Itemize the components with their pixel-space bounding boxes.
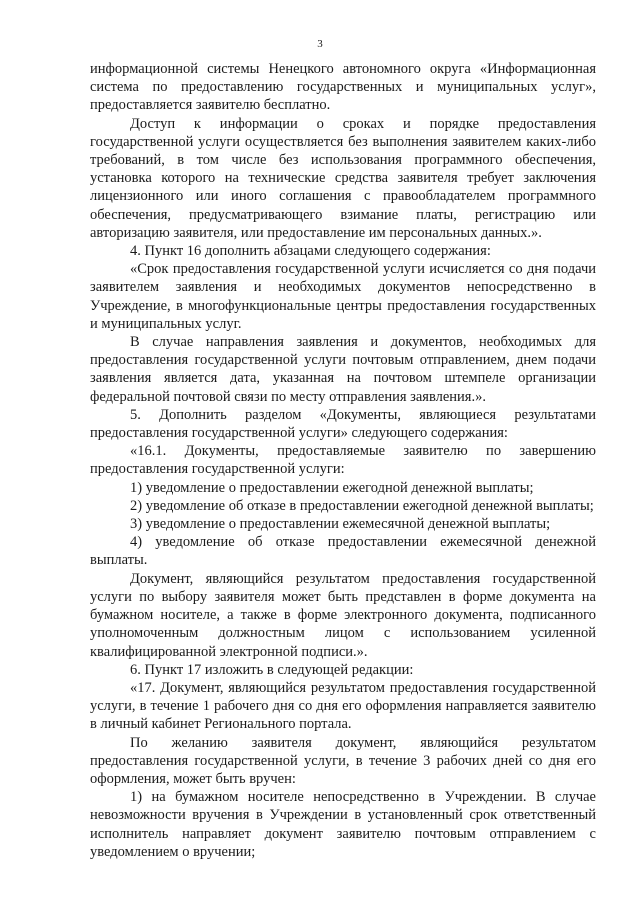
paragraph: 4. Пункт 16 дополнить абзацами следующего содержания: xyxy=(130,243,491,260)
paragraph: информационной системы Ненецкого автономного округа «Информационная система по предоставлению государственных и муниципальных услуг», предоставляется заявителю бесплатно. xyxy=(90,61,596,114)
paragraph: 6. Пункт 17 изложить в следующей редакции: xyxy=(130,661,414,678)
document-body xyxy=(90,60,596,861)
paragraph: «Срок предоставления государственной услуги исчисляется со дня подачи заявителем заявления и необходимых документов непосредственно в Учреждение, в многофункциональные центры предоставления государственных и муниципальных услуг. xyxy=(90,261,596,332)
paragraph: Доступ к информации о сроках и порядке предоставления государственной услуги осуществляется без выполнения заявителем каких-либо требований, в том числе без использования программного обеспечения, установка которого на технические средства заявителя требует заключения лицензионного или иного соглашения с правообладателем программного обеспечения, предусматривающего взимание платы, регистрацию или авторизацию заявителя, или предоставление им персональных данных.». xyxy=(90,115,596,241)
paragraph: Документ, являющийся результатом предоставления государственной услуги по выбору заявителя может быть представлен в форме документа на бумажном носителе, а также в форме электронного документа, подписанного уполномоченным должностным лицом с использованием усиленной квалифицированной электронной подписи.». xyxy=(90,570,596,660)
list-item: 1) на бумажном носителе непосредственно в Учреждении. В случае невозможности вручения в Учреждении в установленный срок ответственный исполнитель направляет документ заявителю почтовым отправлением с уведомлением о вручении; xyxy=(90,789,596,860)
list-item: 1) уведомление о предоставлении ежегодной денежной выплаты; xyxy=(130,479,534,496)
paragraph: 5. Дополнить разделом «Документы, являющиеся результатами предоставления государственной услуги» следующего содержания: xyxy=(90,406,596,442)
list-item: 2) уведомление об отказе в предоставлении ежегодной денежной выплаты; xyxy=(130,497,594,514)
paragraph: «16.1. Документы, предоставляемые заявителю по завершению предоставления государственной услуги: xyxy=(90,443,596,478)
list-item: 3) уведомление о предоставлении ежемесячной денежной выплаты; xyxy=(130,516,551,533)
paragraph: В случае направления заявления и документов, необходимых для предоставления государственной услуги почтовым отправлением, днем подачи заявления является дата, указанная на почтовом штемпеле организации федеральной почтовой связи по месту отправления заявления.». xyxy=(90,334,596,405)
list-item: 4) уведомление об отказе предоставлении ежемесячной денежной выплаты. xyxy=(90,534,596,569)
page-number: 3 xyxy=(317,38,323,50)
paragraph: «17. Документ, являющийся результатом предоставления государственной услуги, в течение 1 рабочего дня со дня его оформления направляется заявителю в личный кабинет Регионального портала. xyxy=(90,679,596,733)
paragraph: По желанию заявителя документ, являющийся результатом предоставления государственной услуги, в течение 3 рабочих дней со дня его оформления, может быть вручен: xyxy=(90,734,596,787)
